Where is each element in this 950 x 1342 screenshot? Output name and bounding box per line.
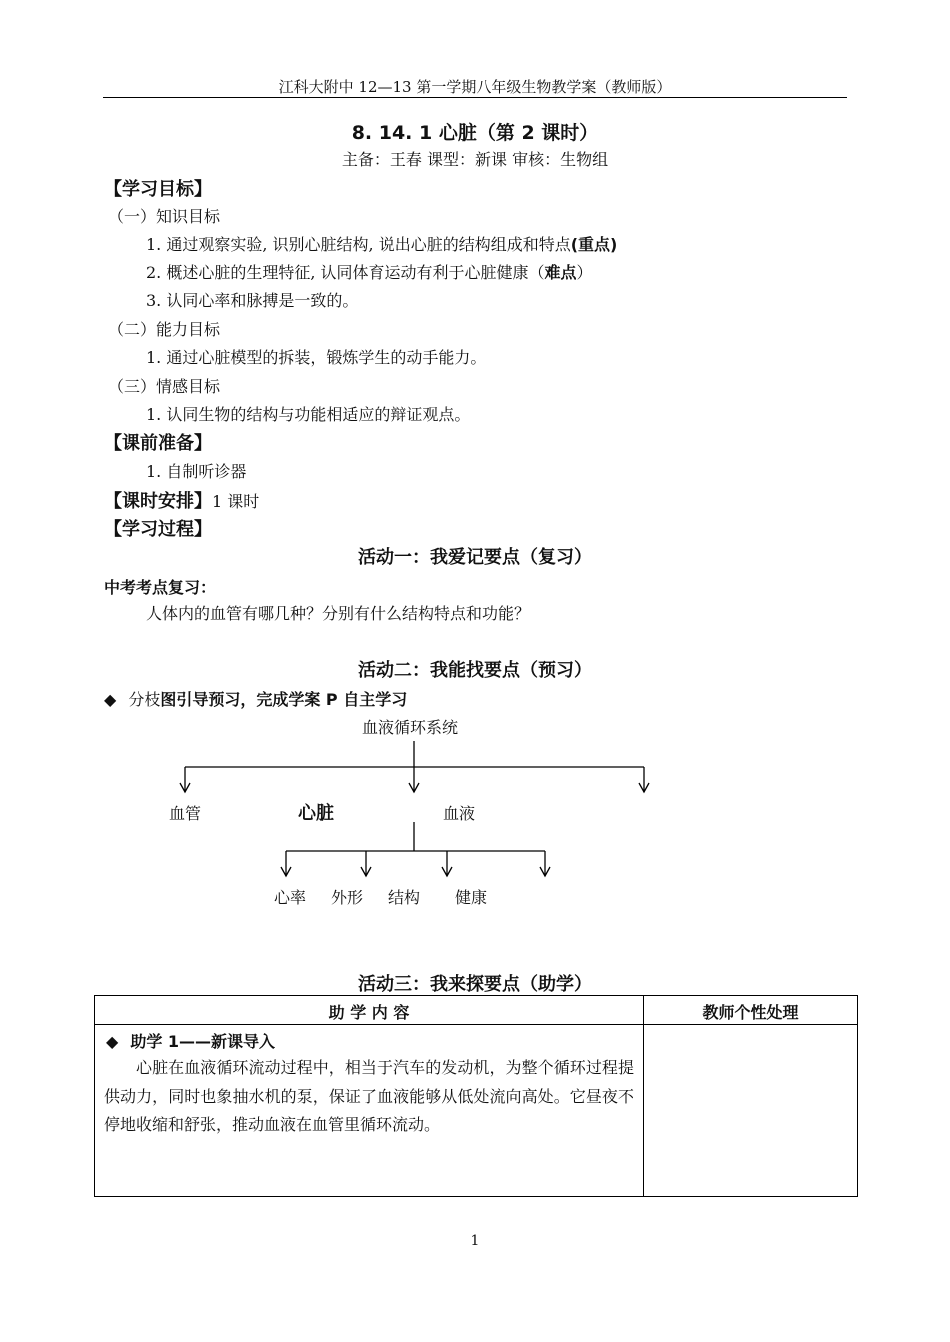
activity1-question: 人体内的血管有哪几种？分别有什么结构特点和功能？ bbox=[146, 604, 531, 623]
diagram-root: 血液循环系统 bbox=[362, 718, 459, 737]
activity2-lead-text: 分枝 bbox=[128, 690, 161, 709]
diagram-leaf-health: 健康 bbox=[455, 888, 488, 907]
knowledge-item-3: 3. 认同心率和脉搏是一致的。 bbox=[146, 291, 359, 310]
activity2-title: 活动二：我能找要点（预习） bbox=[358, 660, 592, 681]
diamond-bullet-icon: ◆ bbox=[104, 690, 117, 709]
diagram-leaf-shape: 外形 bbox=[331, 888, 364, 907]
knowledge-item-2-close: ） bbox=[576, 263, 593, 282]
lesson-title: 8. 14. 1 心脏（第 2 课时） bbox=[351, 122, 599, 144]
table-item-title: 助学 1——新课导入 bbox=[130, 1032, 276, 1051]
ability-item-1: 1. 通过心脏模型的拆装，锻炼学生的动手能力。 bbox=[146, 348, 487, 367]
activity1-title: 活动一：我爱记要点（复习） bbox=[358, 547, 592, 568]
activity2-lead-bold: 图引导预习，完成学案 P 自主学习 bbox=[160, 690, 408, 709]
prep-item: 1. 自制听诊器 bbox=[146, 462, 247, 481]
diagram-branch-blood-vessel: 血管 bbox=[169, 804, 202, 823]
knowledge-item-2-text: 2. 概述心脏的生理特征, 认同体育运动有利于心脏健康（ bbox=[146, 263, 545, 282]
activity1-label: 中考考点复习： bbox=[104, 578, 217, 597]
lesson-subtitle: 主备：王春 课型：新课 审核：生物组 bbox=[341, 150, 609, 169]
diagram-leaf-structure: 结构 bbox=[388, 888, 421, 907]
diamond-bullet-icon: ◆ bbox=[106, 1032, 119, 1051]
level1-connectors bbox=[180, 741, 649, 792]
key-point-mark: (重点) bbox=[570, 235, 618, 254]
table-header-teacher: 教师个性处理 bbox=[702, 1003, 799, 1022]
study-table bbox=[94, 995, 858, 1197]
diagram-leaf-heart-rate: 心率 bbox=[274, 888, 307, 907]
table-header-content: 助 学 内 容 bbox=[328, 1003, 410, 1022]
emotion-heading: （三）情感目标 bbox=[108, 377, 221, 396]
ability-heading: （二）能力目标 bbox=[108, 320, 221, 339]
table-column-divider bbox=[643, 996, 644, 1196]
level2-connectors bbox=[281, 822, 550, 876]
difficult-point-mark: 难点 bbox=[544, 263, 577, 282]
diagram-branch-heart: 心脏 bbox=[298, 803, 334, 824]
page-header: 江科大附中 12—13 第一学期八年级生物教学案（教师版） bbox=[278, 78, 672, 96]
knowledge-heading: （一）知识目标 bbox=[108, 207, 221, 226]
objectives-heading: 【学习目标】 bbox=[104, 179, 212, 200]
prep-heading: 【课前准备】 bbox=[104, 433, 212, 454]
schedule-heading: 【课时安排】 bbox=[104, 491, 212, 512]
knowledge-item-1-text: 1. 通过观察实验, 识别心脏结构, 说出心脏的结构组成和特点 bbox=[146, 235, 571, 254]
emotion-item-1: 1. 认同生物的结构与功能相适应的辩证观点。 bbox=[146, 405, 471, 424]
schedule-value: 1 课时 bbox=[212, 492, 260, 511]
table-header-divider bbox=[95, 1024, 857, 1025]
page-number: 1 bbox=[470, 1233, 480, 1249]
diagram-branch-blood: 血液 bbox=[443, 804, 476, 823]
process-heading: 【学习过程】 bbox=[104, 519, 212, 540]
activity3-title: 活动三：我来探要点（助学） bbox=[358, 974, 592, 995]
table-item-paragraph: 心脏在血液循环流动过程中，相当于汽车的发动机，为整个循环过程提供动力，同时也象抽水机的泵，保证了血液能够从低处流向高处。它昼夜不停地收缩和舒张，推动血液在血管里循环流动。 bbox=[104, 1058, 634, 1134]
table-item-title-row bbox=[106, 1029, 275, 1052]
